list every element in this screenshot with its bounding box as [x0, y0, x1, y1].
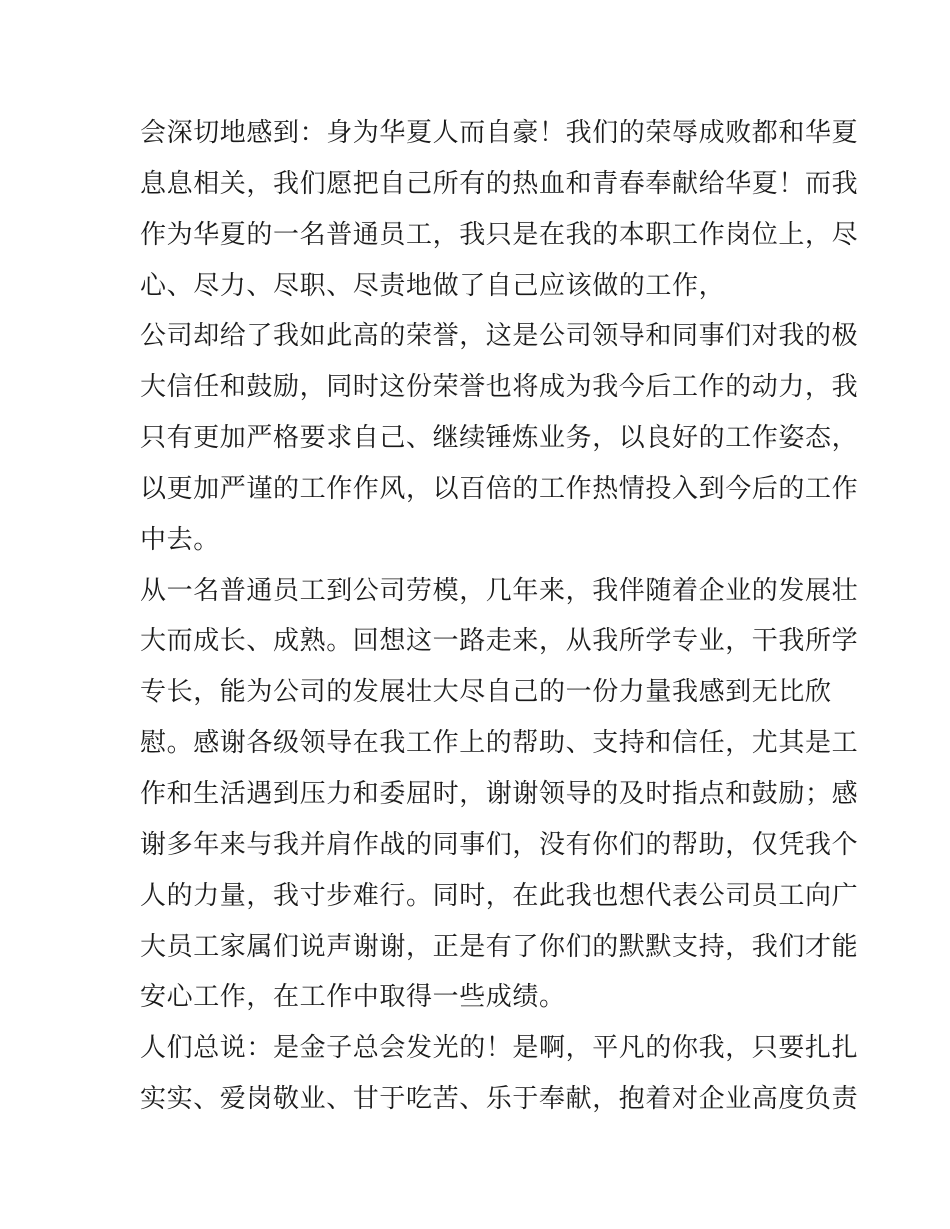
text-line: 大信任和鼓励，同时这份荣誉也将成为我今后工作的动力，我	[140, 372, 859, 403]
text-line: 息息相关，我们愿把自己所有的热血和青春奉献给华夏！而我	[140, 168, 859, 199]
text-line: 作为华夏的一名普通员工，我只是在我的本职工作岗位上，尽	[140, 219, 859, 250]
text-line: 人的力量，我寸步难行。同时，在此我也想代表公司员工向广	[140, 880, 859, 911]
text-line: 实实、爱岗敬业、甘于吃苦、乐于奉献，抱着对企业高度负责	[140, 1084, 859, 1115]
text-line: 安心工作，在工作中取得一些成绩。	[140, 982, 566, 1013]
text-line: 慰。感谢各级领导在我工作上的帮助、支持和信任，尤其是工	[140, 728, 859, 759]
text-line: 大员工家属们说声谢谢，正是有了你们的默默支持，我们才能	[140, 931, 859, 962]
text-line: 会深切地感到：身为华夏人而自豪！我们的荣辱成败都和华夏	[140, 118, 859, 148]
text-line: 人们总说：是金子总会发光的！是啊，平凡的你我，只要扎扎	[140, 1033, 859, 1064]
text-line: 专长，能为公司的发展壮大尽自己的一份力量我感到无比欣	[140, 677, 832, 708]
text-line: 中去。	[140, 524, 220, 555]
text-line: 公司却给了我如此高的荣誉，这是公司领导和同事们对我的极	[140, 321, 859, 352]
text-line: 从一名普通员工到公司劳模，几年来，我伴随着企业的发展壮	[140, 575, 859, 606]
document-body	[140, 108, 859, 1125]
text-line: 只有更加严格要求自己、继续锤炼业务，以良好的工作姿态，	[140, 423, 859, 454]
text-line: 作和生活遇到压力和委屈时，谢谢领导的及时指点和鼓励；感	[140, 778, 859, 809]
text-line: 心、尽力、尽职、尽责地做了自己应该做的工作，	[140, 270, 726, 301]
text-line: 以更加严谨的工作作风，以百倍的工作热情投入到今后的工作	[140, 473, 859, 504]
text-line: 大而成长、成熟。回想这一路走来，从我所学专业，干我所学	[140, 626, 859, 657]
text-line: 谢多年来与我并肩作战的同事们，没有你们的帮助，仅凭我个	[140, 829, 859, 860]
